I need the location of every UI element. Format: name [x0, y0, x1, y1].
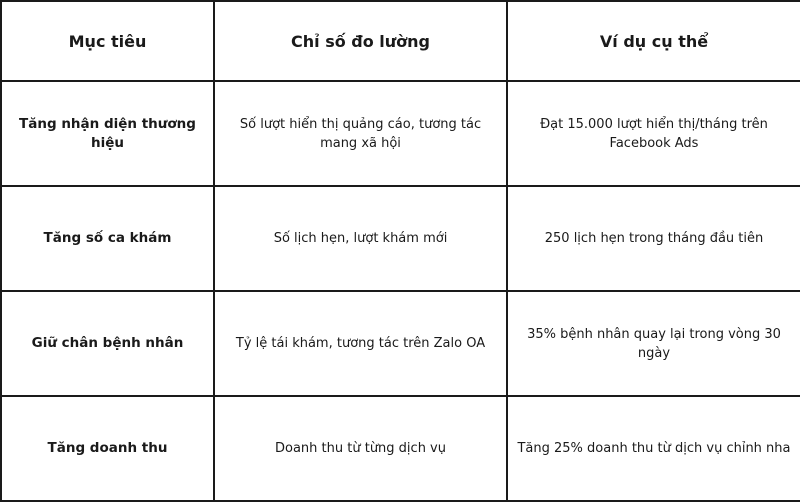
cell-goal: Tăng doanh thu	[1, 396, 214, 501]
header-example: Ví dụ cụ thể	[507, 1, 800, 81]
cell-metric: Doanh thu từ từng dịch vụ	[214, 396, 507, 501]
cell-goal: Giữ chân bệnh nhân	[1, 291, 214, 396]
header-goal: Mục tiêu	[1, 1, 214, 81]
cell-metric: Số lịch hẹn, lượt khám mới	[214, 186, 507, 291]
table-row	[1, 186, 800, 291]
table-row	[1, 81, 800, 186]
cell-metric: Số lượt hiển thị quảng cáo, tương tác mang xã hội	[214, 81, 507, 186]
table-row	[1, 396, 800, 501]
cell-example: 250 lịch hẹn trong tháng đầu tiên	[507, 186, 800, 291]
cell-example: 35% bệnh nhân quay lại trong vòng 30 ngày	[507, 291, 800, 396]
header-row	[1, 1, 800, 81]
header-metric: Chỉ số đo lường	[214, 1, 507, 81]
table-header	[1, 1, 800, 81]
cell-example: Đạt 15.000 lượt hiển thị/tháng trên Facebook Ads	[507, 81, 800, 186]
cell-goal: Tăng nhận diện thương hiệu	[1, 81, 214, 186]
cell-example: Tăng 25% doanh thu từ dịch vụ chỉnh nha	[507, 396, 800, 501]
table-body	[1, 81, 800, 501]
cell-goal: Tăng số ca khám	[1, 186, 214, 291]
table-row	[1, 291, 800, 396]
cell-metric: Tỷ lệ tái khám, tương tác trên Zalo OA	[214, 291, 507, 396]
